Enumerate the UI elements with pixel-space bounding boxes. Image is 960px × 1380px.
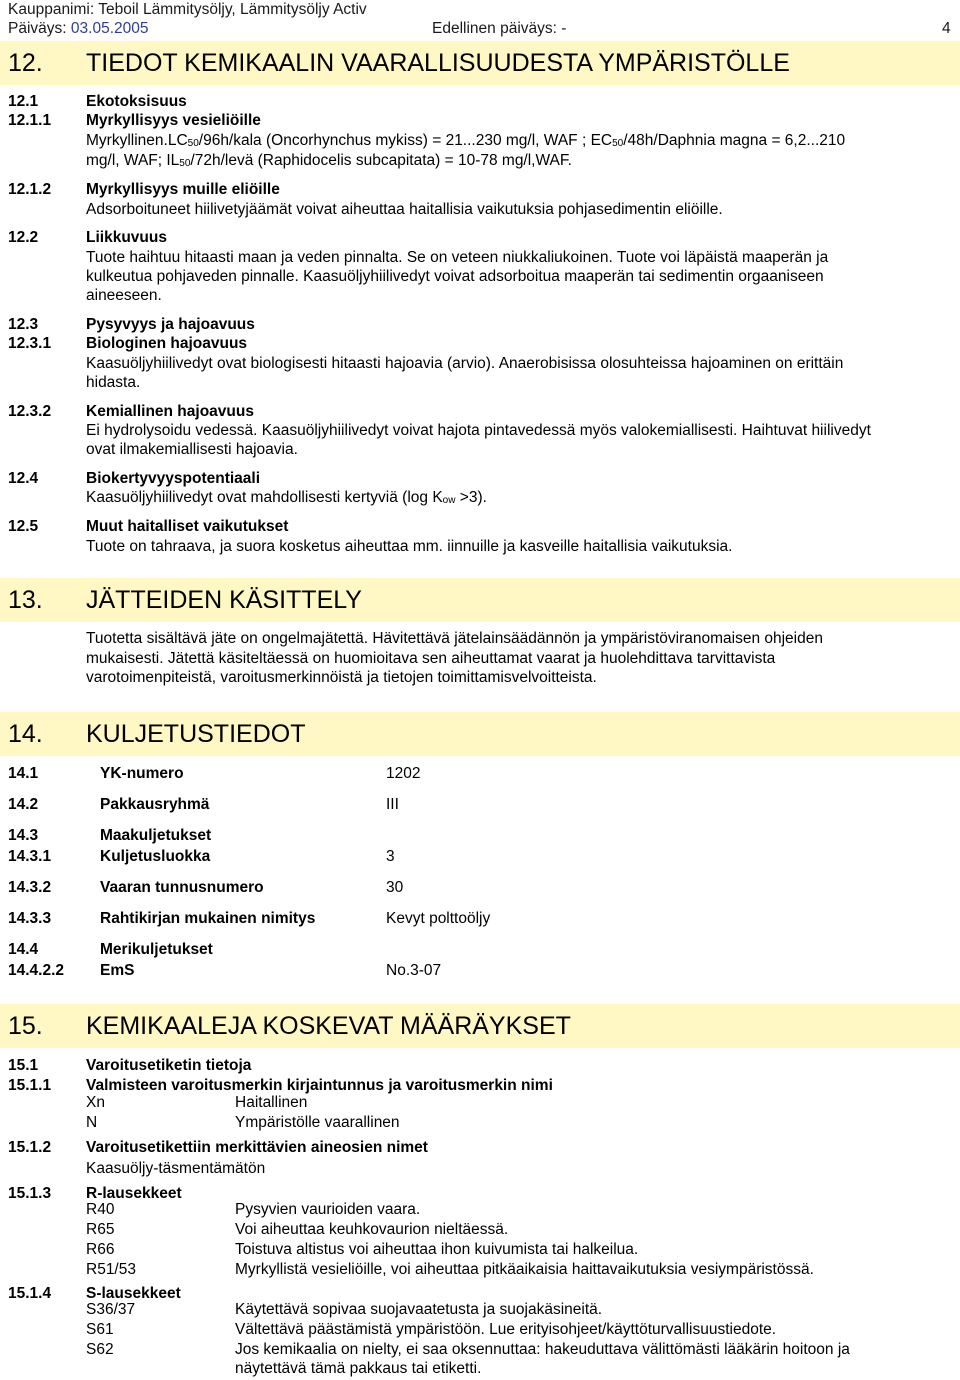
previous-date-label: Edellinen päiväys: <box>432 20 557 37</box>
transport-row-label: Rahtikirjan mukainen nimitys <box>100 910 316 927</box>
section-13-title: JÄTTEIDEN KÄSITTELY <box>86 586 362 614</box>
chemical-degradation-number: 12.3.2 <box>8 403 52 420</box>
section-14-title: KULJETUSTIEDOT <box>86 720 306 748</box>
transport-row-value: Kevyt polttoöljy <box>386 910 491 927</box>
ecotoxicity-number: 12.1 <box>8 93 39 110</box>
label-info-title: Varoitusetiketin tietoja <box>86 1057 252 1074</box>
other-toxicity-number: 12.1.2 <box>8 181 52 198</box>
s-phrase-text: Jos kemikaalia on nielty, ei saa oksennuttaa: hakeuduttava välittömästi lääkärin hoitoon ja <box>235 1341 850 1358</box>
section-14-number: 14. <box>8 720 43 748</box>
s-phrases-title: S-lausekkeet <box>86 1285 181 1302</box>
s-phrase-code: S62 <box>86 1341 114 1358</box>
s-phrase-code: S61 <box>86 1321 114 1338</box>
transport-row-number: 14.4.2.2 <box>8 962 65 979</box>
chemical-degradation-title: Kemiallinen hajoavuus <box>86 403 254 420</box>
biodegradation-number: 12.3.1 <box>8 335 52 352</box>
s-phrase-text: Vältettävä päästämistä ympäristöön. Lue erityisohjeet/käyttöturvallisuustiedote. <box>235 1321 777 1338</box>
ecotoxicity-title: Ekotoksisuus <box>86 93 187 110</box>
aquatic-toxicity-line-2: mg/l, WAF; $IL_{50}/72h$/levä (Raphidocelis subcapitata) = 10-78 mg/l,WAF. <box>86 152 572 169</box>
waste-text-line-3: varotoimenpiteistä, varoitusmerkinnöistä ja tietojen toimittamisvelvoitteista. <box>86 669 597 686</box>
r-phrase-text: Voi aiheuttaa keuhkovaurion nieltäessä. <box>235 1221 509 1238</box>
section-15-title: KEMIKAALEJA KOSKEVAT MÄÄRÄYKSET <box>86 1012 571 1040</box>
bioaccumulation-text: Kaasuöljyhiilivedyt ovat mahdollisesti kertyviä (log $K_{ow} >3$). <box>86 489 487 506</box>
transport-row-label: YK-numero <box>100 765 184 782</box>
other-toxicity-title: Myrkyllisyys muille eliöille <box>86 181 280 198</box>
mobility-text-line-1: Tuote haihtuu hitaasti maan ja veden pinnalta. Se on veteen niukkaliukoinen. Tuote voi läpäistä maaperän ja <box>86 249 829 266</box>
biodegradation-text-line-1: Kaasuöljyhiilivedyt ovat biologisesti hitaasti hajoavia (arvio). Anaerobisissa olosuhteissa hajoaminen on erittäin <box>86 355 844 372</box>
transport-row-value: III <box>386 796 399 813</box>
r-phrase-code: R51/53 <box>86 1261 136 1278</box>
hazard-symbols-title: Valmisteen varoitusmerkin kirjaintunnus ja varoitusmerkin nimi <box>86 1077 553 1094</box>
r-phrase-code: R66 <box>86 1241 115 1258</box>
waste-text-line-1: Tuotetta sisältävä jäte on ongelmajätettä. Hävitettävä jätelainsäädännön ja ympäristöviranomaisen ohjeiden <box>86 630 823 647</box>
hazard-symbols-number: 15.1.1 <box>8 1077 52 1094</box>
adverse-effects-text: Tuote on tahraava, ja suora kosketus aiheuttaa mm. iinnuille ja kasveille haitallisia vaikutuksia. <box>86 538 733 555</box>
r-phrase-code: R65 <box>86 1221 115 1238</box>
transport-row-number: 14.4 <box>8 941 39 958</box>
transport-row-value: 1202 <box>386 765 421 782</box>
previous-date-value: - <box>561 20 567 37</box>
s-phrase-continuation: näytettävä tämä pakkaus tai etiketti. <box>235 1360 482 1377</box>
transport-row-number: 14.1 <box>8 765 39 782</box>
transport-row-number: 14.3.2 <box>8 879 52 896</box>
transport-row-label: EmS <box>100 962 135 979</box>
mobility-text-line-3: aineeseen. <box>86 287 162 304</box>
mobility-text-line-2: kulkeutua pohjaveden pinnalle. Kaasuöljyhiilivedyt voivat adsorboitua maaperän tai sedimentin orgaaniseen <box>86 268 824 285</box>
biodegradation-title: Biologinen hajoavuus <box>86 335 248 352</box>
s-phrases-number: 15.1.4 <box>8 1285 52 1302</box>
persistence-title: Pysyvyys ja hajoavuus <box>86 316 255 333</box>
r-phrase-code: R40 <box>86 1201 115 1218</box>
transport-row-number: 14.3.1 <box>8 848 52 865</box>
s-phrase-text: Käytettävä sopivaa suojavaatetusta ja suojakäsineitä. <box>235 1301 603 1318</box>
other-toxicity-text: Adsorboituneet hiilivetyjäämät voivat aiheuttaa haitallisia vaikutuksia pohjasedimentin eliöille. <box>86 201 723 218</box>
aquatic-toxicity-number: 12.1.1 <box>8 112 52 129</box>
aquatic-toxicity-title: Myrkyllisyys vesieliöille <box>86 112 261 129</box>
header-date <box>8 20 148 38</box>
transport-row-value: No.3-07 <box>386 962 442 979</box>
transport-row-number: 14.2 <box>8 796 39 813</box>
bioaccumulation-title: Biokertyvyyspotentiaali <box>86 470 261 487</box>
adverse-effects-title: Muut haitalliset vaikutukset <box>86 518 289 535</box>
r-phrase-text: Pysyvien vaurioiden vaara. <box>235 1201 421 1218</box>
r-phrase-text: Myrkyllistä vesieliöille, voi aiheuttaa pitkäaikaisia haittavaikutuksia vesiympäristössä. <box>235 1261 814 1278</box>
header-previous-date <box>432 20 566 38</box>
page-number: 4 <box>942 20 951 37</box>
bioaccumulation-number: 12.4 <box>8 470 39 487</box>
section-12-title: TIEDOT KEMIKAALIN VAARALLISUUDESTA YMPÄRISTÖLLE <box>86 49 790 77</box>
label-info-number: 15.1 <box>8 1057 39 1074</box>
hazard-symbol-name: Haitallinen <box>235 1094 308 1111</box>
date-label: Päiväys: <box>8 20 67 37</box>
product-name: Teboil Lämmitysöljy, Lämmitysöljy Activ <box>98 1 367 18</box>
aquatic-toxicity-line-1: $Myrkyllinen.LC_{50}/96h$/kala (Oncorhynchus mykiss) = 21...230 mg/l, WAF ; $EC_{50}/48h$/Daphnia magna = 6,2...210 <box>86 132 846 149</box>
r-phrases-title: R-lausekkeet <box>86 1185 182 1202</box>
r-phrase-text: Toistuva altistus voi aiheuttaa ihon kuivumista tai halkeilua. <box>235 1241 639 1258</box>
section-13-number: 13. <box>8 586 43 614</box>
hazard-symbol-code: Xn <box>86 1094 105 1111</box>
s-phrase-code: S36/37 <box>86 1301 136 1318</box>
section-15-number: 15. <box>8 1012 43 1040</box>
transport-row-label: Merikuljetukset <box>100 941 213 958</box>
chemical-degradation-text-line-2: ovat ilmakemiallisesti hajoavia. <box>86 441 298 458</box>
transport-row-value: 30 <box>386 879 404 896</box>
chemical-degradation-text-line-1: Ei hydrolysoidu vedessä. Kaasuöljyhiilivedyt voivat hajota pintavedessä myös valokemiallisesti. Haihtuvat hiilivedyt <box>86 422 871 439</box>
label-components-number: 15.1.2 <box>8 1139 52 1156</box>
waste-text-line-2: mukaisesti. Jätettä käsiteltäessä on huomioitava sen aiheuttamat vaarat ja huolehdittava tarvittavista <box>86 650 776 667</box>
section-12-number: 12. <box>8 49 43 77</box>
mobility-title: Liikkuvuus <box>86 229 167 246</box>
transport-row-label: Kuljetusluokka <box>100 848 211 865</box>
transport-row-label: Pakkausryhmä <box>100 796 210 813</box>
biodegradation-text-line-2: hidasta. <box>86 374 141 391</box>
transport-row-label: Maakuljetukset <box>100 827 212 844</box>
transport-row-number: 14.3 <box>8 827 39 844</box>
label-components-text: Kaasuöljy-täsmentämätön <box>86 1160 266 1177</box>
mobility-number: 12.2 <box>8 229 39 246</box>
transport-row-number: 14.3.3 <box>8 910 52 927</box>
persistence-number: 12.3 <box>8 316 39 333</box>
r-phrases-number: 15.1.3 <box>8 1185 52 1202</box>
date-value: 03.05.2005 <box>70 20 149 37</box>
hazard-symbol-name: Ympäristölle vaarallinen <box>235 1114 400 1131</box>
label-components-title: Varoitusetikettiin merkittävien aineosien nimet <box>86 1139 428 1156</box>
product-label: Kauppanimi: <box>8 1 95 18</box>
header-product <box>8 1 367 19</box>
transport-row-label: Vaaran tunnusnumero <box>100 879 264 896</box>
hazard-symbol-code: N <box>86 1114 98 1131</box>
adverse-effects-number: 12.5 <box>8 518 39 535</box>
transport-row-value: 3 <box>386 848 395 865</box>
